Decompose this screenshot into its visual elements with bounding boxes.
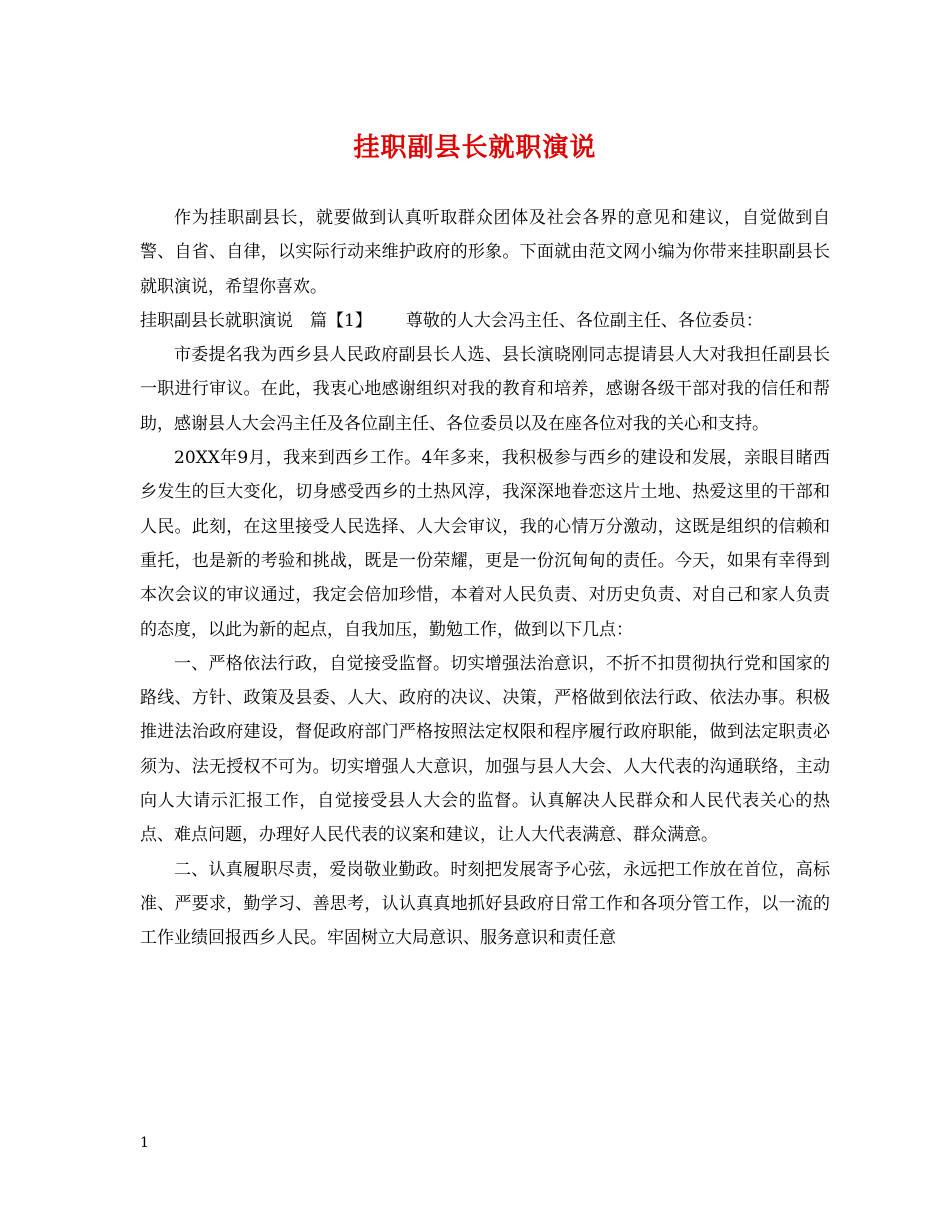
document-title: 挂职副县长就职演说	[353, 133, 597, 163]
body-paragraph: 一、严格依法行政，自觉接受监督。切实增强法治意识，不折不扣贯彻执行党和国家的路线、方针、政策及县委、人大、政府的决议、决策，严格做到依法行政、依法办事。积极推进法治政府建设，督促政府部门严格按照法定权限和程序履行政府职能，做到法定职责必须为、法无授权不可为。切实增强人大意识，加强与县人大会、人大代表的沟通联络，主动向人大请示汇报工作，自觉接受县人大会的监督。认真解决人民群众和人民代表关心的热点、难点问题，办理好人民代表的议案和建议，让人大代表满意、群众满意。	[140, 653, 830, 846]
section-heading: 挂职副县长就职演说 篇【1】	[140, 310, 372, 331]
document-body	[140, 201, 830, 956]
page-number: 1	[140, 1135, 149, 1151]
body-paragraph: 二、认真履职尽责，爱岗敬业勤政。时刻把发展寄予心弦，永远把工作放在首位，高标准、严要求，勤学习、善思考，认认真真地抓好县政府日常工作和各项分管工作，以一流的工作业绩回报西乡人民。牢固树立大局意识、服务意识和责任意	[140, 859, 830, 949]
body-paragraph: 20XX年9月，我来到西乡工作。4年多来，我积极参与西乡的建设和发展，亲眼目睹西乡发生的巨大变化，切身感受西乡的土热风淳，我深深地眷恋这片土地、热爱这里的干部和人民。此刻，在这里接受人民选择、人大会审议，我的心情万分激动，这既是组织的信赖和重托，也是新的考验和挑战，既是一份荣耀，更是一份沉甸甸的责任。今天，如果有幸得到本次会议的审议通过，我定会倍加珍惜，本着对人民负责、对历史负责、对自己和家人负责的态度，以此为新的起点，自我加压，勤勉工作，做到以下几点：	[140, 448, 830, 640]
intro-paragraph: 作为挂职副县长，就要做到认真听取群众团体及社会各界的意见和建议，自觉做到自警、自省、自律，以实际行动来维护政府的形象。下面就由范文网小编为你带来挂职副县长就职演说，希望你喜欢。	[140, 208, 830, 297]
body-paragraph: 市委提名我为西乡县人民政府副县长人选、县长演晓刚同志提请县人大对我担任副县长一职进行审议。在此，我衷心地感谢组织对我的教育和培养，感谢各级干部对我的信任和帮助，感谢县人大会冯主任及各位副主任、各位委员以及在座各位对我的关心和支持。	[140, 345, 830, 434]
salutation: 尊敬的人大会冯主任、各位副主任、各位委员：	[405, 310, 763, 331]
section-heading-line	[140, 304, 830, 338]
